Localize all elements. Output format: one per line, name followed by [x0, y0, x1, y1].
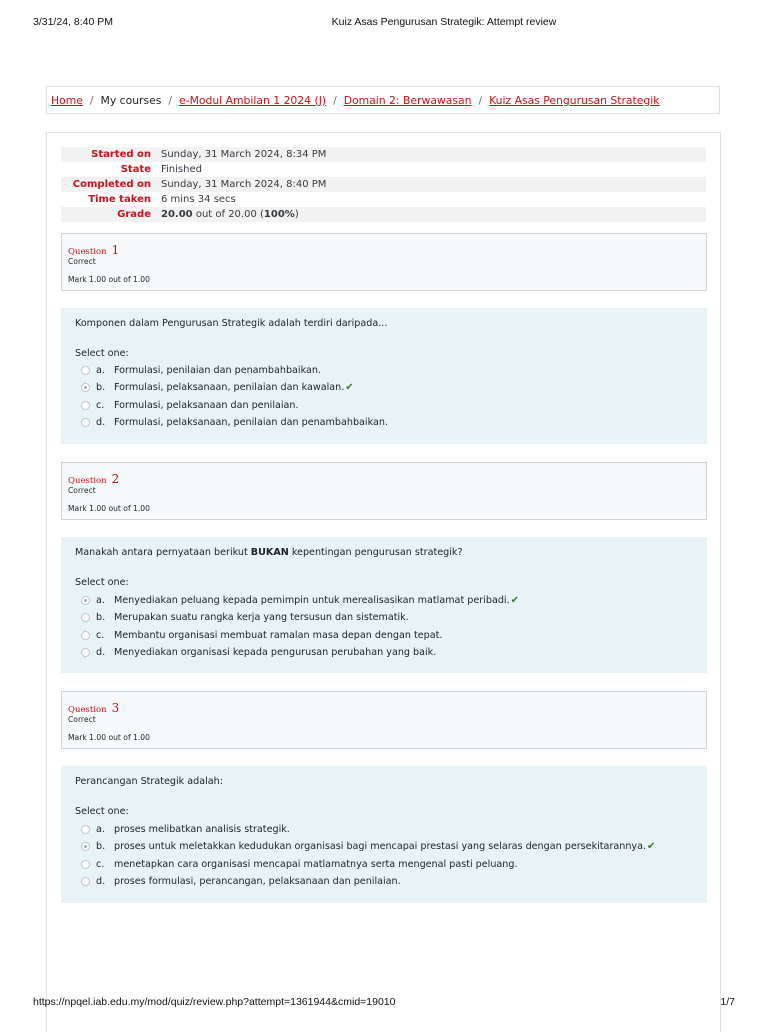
print-url: https://npqel.iab.edu.my/mod/quiz/review.php?attempt=1361944&cmid=19010	[33, 996, 396, 1008]
answer-text: Menyediakan organisasi kepada pengurusan perubahan yang baik.	[114, 646, 437, 658]
summary-row-started	[61, 147, 706, 162]
summary-label: Started on	[91, 149, 151, 160]
answer-letter: d.	[96, 416, 106, 428]
breadcrumb-course-link[interactable]: e-Modul Ambilan 1 2024 (J)	[179, 93, 327, 107]
breadcrumb-home-link[interactable]: Home	[51, 93, 83, 107]
check-icon: ✔	[647, 840, 656, 852]
radio-icon[interactable]	[81, 842, 90, 851]
answer-option[interactable]	[81, 874, 401, 888]
answer-letter: b.	[96, 840, 106, 852]
breadcrumb-separator: /	[478, 93, 483, 107]
question-text-part: kepentingan pengurusan strategik?	[288, 547, 463, 558]
select-one-prompt: Select one:	[75, 806, 129, 817]
summary-row-time-taken	[61, 192, 706, 207]
answer-letter: b.	[96, 611, 106, 623]
answer-letter: d.	[96, 646, 106, 658]
summary-value: Sunday, 31 March 2024, 8:40 PM	[161, 179, 327, 190]
grade-score: 20.00	[161, 209, 193, 220]
question-text-bold: BUKAN	[250, 547, 289, 558]
question-mark: Mark 1.00 out of 1.00	[68, 733, 150, 742]
answer-text: Menyediakan peluang kepada pemimpin untuk merealisasikan matlamat peribadi.	[114, 594, 510, 606]
check-icon: ✔	[345, 381, 354, 393]
question-number-value: 3	[111, 701, 120, 715]
radio-icon[interactable]	[81, 860, 90, 869]
breadcrumb-quiz-link[interactable]: Kuiz Asas Pengurusan Strategik	[489, 93, 660, 107]
summary-label: Time taken	[88, 194, 151, 205]
question-number	[68, 239, 119, 258]
breadcrumb-separator: /	[89, 93, 94, 107]
question-state: Correct	[68, 486, 96, 495]
answer-text: Formulasi, pelaksanaan, penilaian dan kawalan.	[114, 381, 345, 393]
answer-option-selected[interactable]	[81, 593, 519, 607]
question-word: Question	[68, 705, 107, 715]
breadcrumb-section-link[interactable]: Domain 2: Berwawasan	[343, 93, 472, 107]
answer-option[interactable]	[81, 415, 388, 429]
grade-close-paren: )	[294, 209, 299, 220]
radio-icon[interactable]	[81, 648, 90, 657]
question-number-value: 2	[111, 472, 120, 486]
question-state: Correct	[68, 257, 96, 266]
radio-icon[interactable]	[81, 613, 90, 622]
breadcrumb	[46, 86, 720, 114]
summary-row-state	[61, 162, 706, 177]
question-info-2	[61, 462, 707, 520]
question-text-part: Manakah antara pernyataan berikut	[75, 547, 251, 558]
answer-text: Formulasi, penilaian dan penambahbaikan.	[114, 364, 321, 376]
question-content-2	[61, 537, 707, 673]
radio-icon[interactable]	[81, 366, 90, 375]
radio-icon[interactable]	[81, 825, 90, 834]
summary-value: Sunday, 31 March 2024, 8:34 PM	[161, 149, 327, 160]
question-word: Question	[68, 476, 107, 486]
answer-text: Membantu organisasi membuat ramalan masa depan dengan tepat.	[114, 629, 443, 641]
radio-icon[interactable]	[81, 596, 90, 605]
question-info-1	[61, 233, 707, 291]
radio-icon[interactable]	[81, 383, 90, 392]
answer-letter: a.	[96, 364, 105, 376]
select-one-prompt: Select one:	[75, 577, 129, 588]
answer-text: Merupakan suatu rangka kerja yang tersusun dan sistematik.	[114, 611, 409, 623]
grade-percent: 100%	[263, 209, 295, 220]
attempt-summary-table	[61, 147, 706, 222]
summary-label: Completed on	[72, 179, 151, 190]
answer-text: proses melibatkan analisis strategik.	[114, 823, 290, 835]
answer-option[interactable]	[81, 857, 518, 871]
question-text	[75, 547, 463, 558]
summary-label: Grade	[117, 209, 151, 220]
print-header	[0, 16, 768, 30]
question-number	[68, 697, 119, 716]
answer-text: proses formulasi, perancangan, pelaksanaan dan penilaian.	[114, 875, 401, 887]
print-page-number: 1/7	[720, 996, 735, 1008]
answer-option-selected[interactable]	[81, 380, 354, 394]
question-number	[68, 468, 119, 487]
check-icon: ✔	[510, 594, 520, 606]
radio-icon[interactable]	[81, 418, 90, 427]
answer-text: Formulasi, pelaksanaan, penilaian dan penambahbaikan.	[114, 416, 388, 428]
answer-option[interactable]	[81, 822, 290, 836]
answer-letter: b.	[96, 381, 106, 393]
print-date: 3/31/24, 8:40 PM	[33, 16, 113, 28]
answer-letter: c.	[96, 629, 105, 641]
answer-option[interactable]	[81, 398, 299, 412]
answer-letter: c.	[96, 399, 105, 411]
radio-icon[interactable]	[81, 877, 90, 886]
breadcrumb-separator: /	[168, 93, 173, 107]
question-content-3	[61, 766, 707, 903]
question-state: Correct	[68, 715, 96, 724]
summary-row-grade	[61, 207, 706, 222]
answer-letter: c.	[96, 858, 105, 870]
summary-row-completed	[61, 177, 706, 192]
print-title: Kuiz Asas Pengurusan Strategik: Attempt review	[331, 16, 557, 28]
answer-option[interactable]	[81, 363, 321, 377]
summary-value: Finished	[161, 164, 202, 175]
question-content-1	[61, 308, 707, 444]
radio-icon[interactable]	[81, 631, 90, 640]
answer-letter: a.	[96, 594, 105, 606]
question-text	[75, 776, 223, 787]
question-info-3	[61, 691, 707, 749]
answer-text: menetapkan cara organisasi mencapai matlamatnya serta mengenal pasti peluang.	[114, 858, 518, 870]
question-word: Question	[68, 247, 107, 257]
answer-text: Formulasi, pelaksanaan dan penilaian.	[114, 399, 299, 411]
summary-value: 6 mins 34 secs	[161, 194, 236, 205]
answer-letter: a.	[96, 823, 105, 835]
breadcrumb-my-courses: My courses	[100, 93, 162, 107]
print-footer	[0, 996, 768, 1010]
select-one-prompt: Select one:	[75, 348, 129, 359]
answer-option[interactable]	[81, 628, 442, 642]
answer-letter: d.	[96, 875, 106, 887]
answer-option-selected[interactable]	[81, 839, 655, 853]
breadcrumb-separator: /	[333, 93, 337, 107]
answer-text: proses untuk meletakkan kedudukan organisasi bagi mencapai prestasi yang selaras dengan persekitarannya.	[114, 840, 647, 852]
summary-grade-value	[161, 209, 299, 220]
question-text-part: Komponen dalam Pengurusan Strategik adalah terdiri daripada...	[75, 318, 388, 329]
answer-option[interactable]	[81, 610, 409, 624]
question-text-part: Perancangan Strategik adalah:	[75, 776, 223, 787]
summary-label: State	[120, 164, 151, 175]
question-text	[75, 318, 387, 329]
question-mark: Mark 1.00 out of 1.00	[68, 275, 150, 284]
question-mark: Mark 1.00 out of 1.00	[68, 504, 150, 513]
radio-icon[interactable]	[81, 401, 90, 410]
grade-out-of: out of 20.00 (	[192, 209, 264, 220]
answer-option[interactable]	[81, 645, 436, 659]
question-number-value: 1	[111, 243, 120, 257]
